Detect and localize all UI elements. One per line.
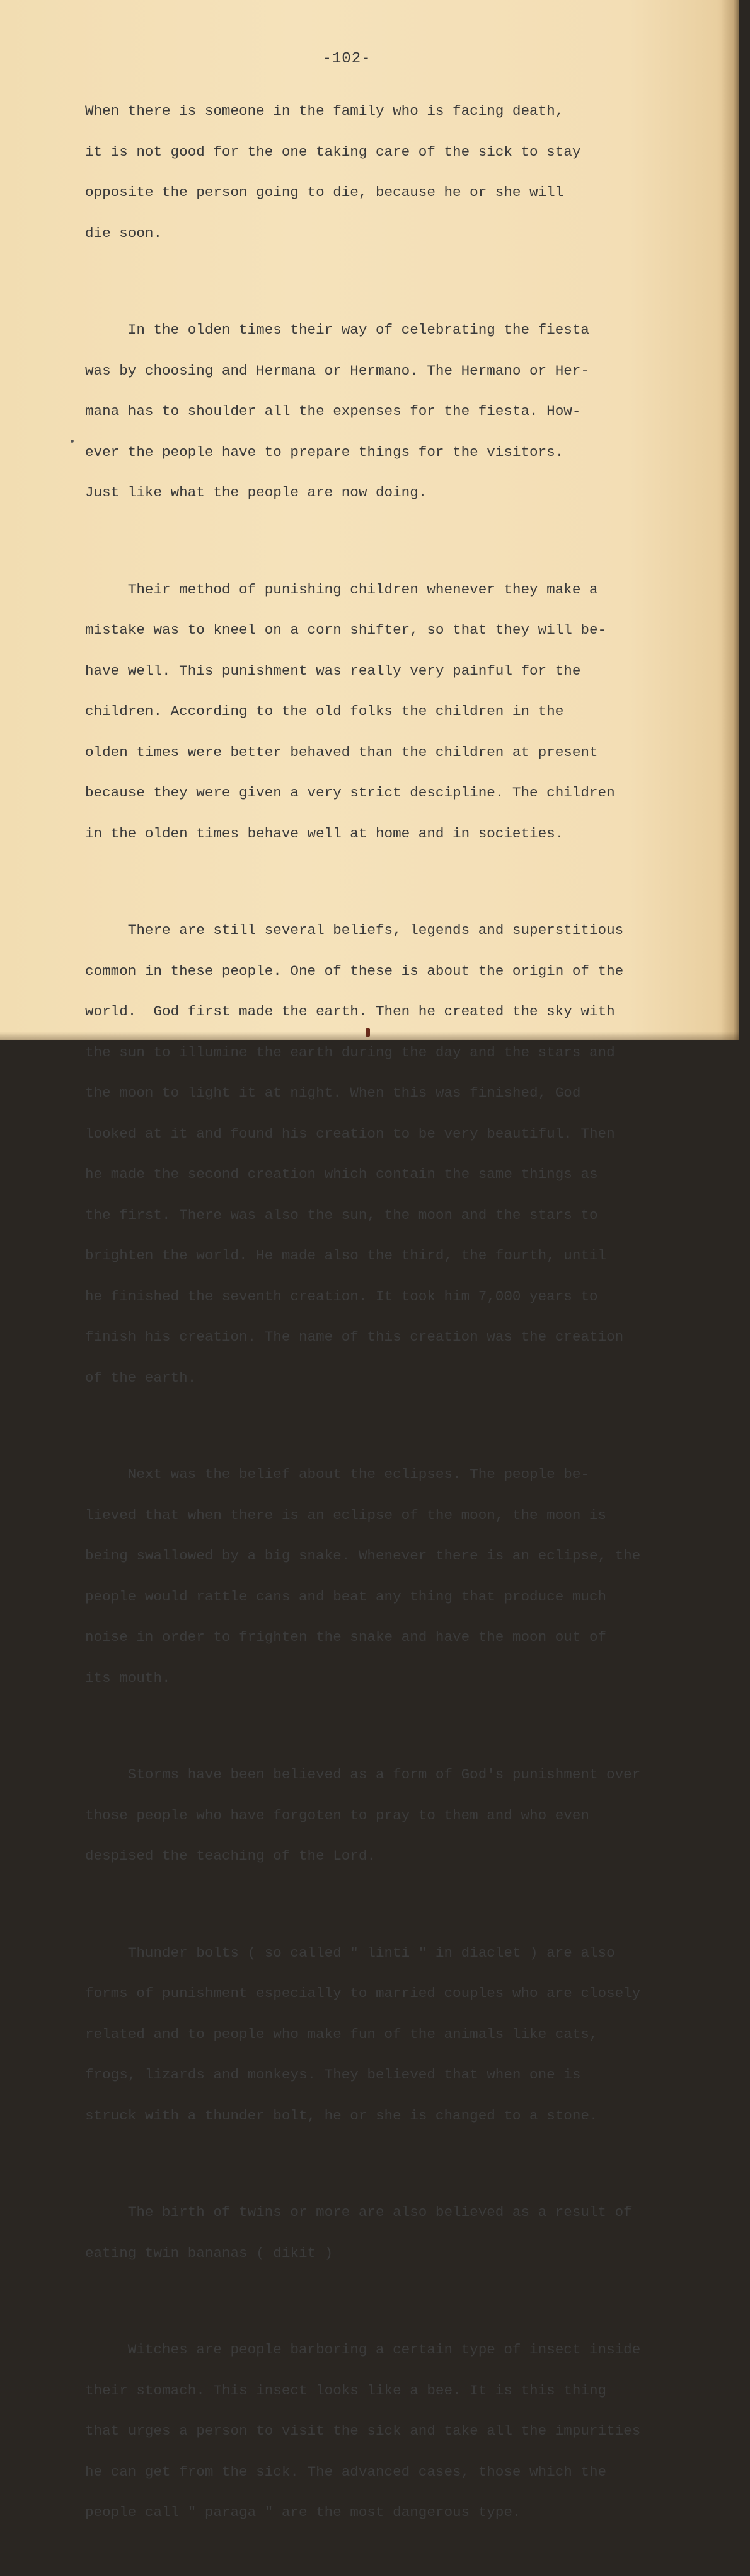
text-line: in the olden times behave well at home and in societies. bbox=[85, 825, 564, 842]
paragraph bbox=[85, 1741, 690, 1891]
paragraph bbox=[85, 556, 690, 868]
text-line: because they were given a very strict descipline. The children bbox=[85, 784, 615, 801]
paragraph bbox=[85, 897, 690, 1412]
text-line: Thunder bolts ( so called " linti " in diaclet ) are also bbox=[85, 1944, 615, 1961]
text-line: mana has to shoulder all the expenses for the fiesta. How- bbox=[85, 403, 581, 419]
text-line: When there is someone in the family who is facing death, bbox=[85, 103, 564, 119]
text-line: Witches are people barboring a certain type of insect inside bbox=[85, 2341, 641, 2358]
paragraph bbox=[85, 78, 690, 267]
text-line: the first. There was also the sun, the moon and the stars to bbox=[85, 1206, 598, 1223]
text-line: related and to people who make fun of the animals like cats, bbox=[85, 2025, 598, 2043]
text-line: the sun to illumine the earth during the day and the stars and bbox=[85, 1044, 615, 1061]
paragraph bbox=[85, 2179, 690, 2287]
text-line: common in these people. One of these is about the origin of the bbox=[85, 962, 624, 979]
text-line: The birth of twins or more are also believed as a result of bbox=[85, 2204, 632, 2220]
text-line: have well. This punishment was really very painful for the bbox=[85, 662, 581, 679]
text-line: that urges a person to visit the sick and take all the impurities bbox=[85, 2423, 641, 2439]
text-line: despised the teaching of the Lord. bbox=[85, 1848, 376, 1864]
text-line: people would rattle cans and beat any thing that produce much bbox=[85, 1588, 607, 1605]
text-line: he can get from the sick. The advanced cases, those which the bbox=[85, 2463, 607, 2480]
text-line: he finished the seventh creation. It took him 7,000 years to bbox=[85, 1288, 598, 1305]
text-line: brighten the world. He made also the third, the fourth, until bbox=[85, 1247, 607, 1264]
paragraph bbox=[85, 2316, 690, 2547]
text-line: lieved that when there is an eclipse of the moon, the moon is bbox=[85, 1507, 607, 1524]
text-line: Just like what the people are now doing. bbox=[85, 484, 427, 501]
text-line: struck with a thunder bolt, he or she is changed to a stone. bbox=[85, 2107, 598, 2124]
body-text bbox=[85, 78, 690, 2576]
paragraph bbox=[85, 1920, 690, 2150]
margin-dot-mark bbox=[71, 440, 74, 443]
page-bottom-shadow bbox=[0, 1032, 739, 1040]
text-line: die soon. bbox=[85, 224, 163, 242]
text-line: Storms have been believed as a form of God's punishment over bbox=[85, 1766, 641, 1783]
text-line: finish his creation. The name of this creation was the creation bbox=[85, 1329, 624, 1345]
text-line: eating twin bananas ( dikit ) bbox=[85, 2244, 333, 2261]
text-line: the moon to light it at night. When this was finished, God bbox=[85, 1085, 581, 1101]
text-line: world. God first made the earth. Then he created the sky with bbox=[85, 1003, 615, 1020]
text-line: forms of punishment especially to married couples who are closely bbox=[85, 1985, 641, 2002]
text-line: being swallowed by a big snake. Whenever there is an eclipse, the bbox=[85, 1547, 641, 1564]
text-line: those people who have forgoten to pray to them and who even bbox=[85, 1807, 589, 1824]
text-line: he made the second creation which contain the same things as bbox=[85, 1166, 598, 1182]
page-edge-shadow bbox=[721, 0, 739, 1040]
paragraph bbox=[85, 296, 690, 527]
text-line: In the olden times their way of celebrating the fiesta bbox=[85, 322, 589, 338]
text-line: children. According to the old folks the children in the bbox=[85, 703, 564, 720]
text-line: it is not good for the one taking care of the sick to stay bbox=[85, 143, 581, 160]
text-line: frogs, lizards and monkeys. They believed that when one is bbox=[85, 2066, 581, 2083]
text-line: people call " paraga " are the most dangerous type. bbox=[85, 2504, 521, 2521]
text-line: of the earth. bbox=[85, 1369, 197, 1386]
text-line: Their method of punishing children whenever they make a bbox=[85, 581, 598, 598]
page-number: -102- bbox=[322, 50, 371, 67]
text-line: There are still several beliefs, legends and superstitious bbox=[85, 922, 624, 938]
text-line: looked at it and found his creation to be very beautiful. Then bbox=[85, 1125, 615, 1142]
text-line: their stomach. This insect looks like a bee. It is this thing bbox=[85, 2382, 607, 2399]
paragraph bbox=[85, 1441, 690, 1712]
text-line: ever the people have to prepare things for the visitors. bbox=[85, 443, 564, 460]
text-line: olden times were better behaved than the children at present bbox=[85, 743, 598, 761]
text-line: its mouth. bbox=[85, 1669, 171, 1686]
text-line: mistake was to kneel on a corn shifter, so that they will be- bbox=[85, 622, 607, 638]
text-line: was by choosing and Hermana or Hermano. The Hermano or Her- bbox=[85, 362, 589, 379]
text-line: noise in order to frighten the snake and have the moon out of bbox=[85, 1629, 607, 1645]
text-line: Next was the belief about the eclipses. The people be- bbox=[85, 1466, 589, 1483]
text-line: opposite the person going to die, because he or she will bbox=[85, 184, 564, 201]
